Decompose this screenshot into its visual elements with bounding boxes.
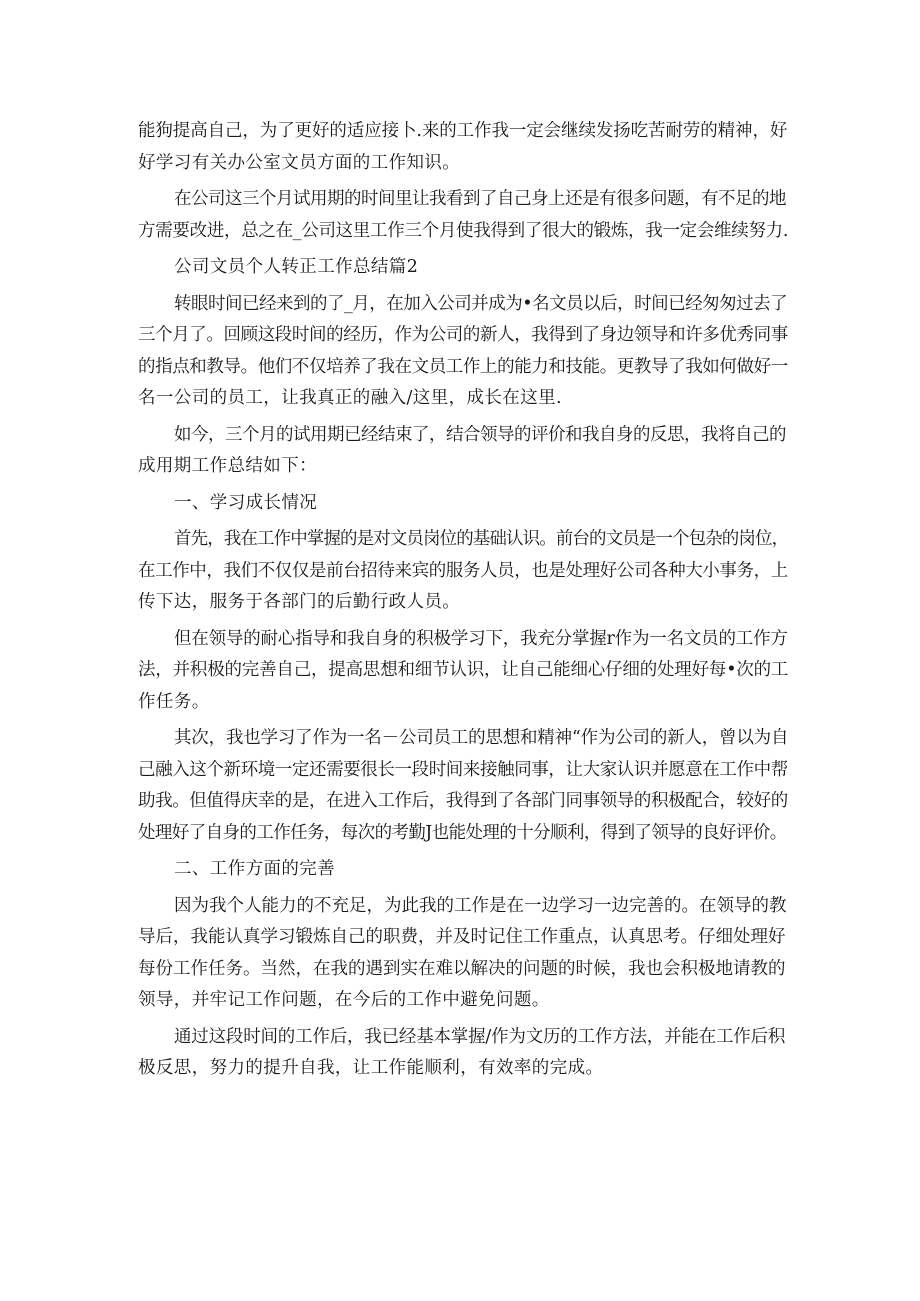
paragraph-body xyxy=(138,891,788,1017)
section-heading-learning xyxy=(138,488,788,520)
text-line: 法，并积极的完善自己，提高思想和细节认识，让自己能细心仔细的处理好每•次的工 xyxy=(138,660,789,680)
paragraph-probation-reflection xyxy=(138,184,788,247)
text-line: 导后，我能认真学习锻炼自己的职费，并及时记住工作重点，认真思考。仔细处理好 xyxy=(138,927,786,947)
text-line: 公司文员个人转正工作总结篇2 xyxy=(174,257,419,277)
text-line: 一、学习成长情况 xyxy=(174,492,318,513)
text-line: 如今，三个月的试用期已经结束了，结合领导的评价和我自身的反思，我将自己的 xyxy=(174,424,786,445)
paragraph-body xyxy=(138,624,788,719)
text-line: 首先，我在工作中掌握的是对文员岗位的基础认识。前台的文员是一个包杂的岗位， xyxy=(174,529,789,549)
text-line: 方需要改进，总之在_公司这里工作三个月使我得到了很大的锻炼，我一定会维续努力. xyxy=(138,220,789,241)
paragraph-body xyxy=(138,1022,788,1085)
text-line: 己融入这个新环境一定还需要很长一段时间来接触同事，让大家认识并愿意在工作中帮 xyxy=(138,759,788,780)
text-line: 的指点和教导。他们不仅培养了我在文员工作上的能力和技能。更教导了我如何做好一 xyxy=(138,356,788,377)
text-line: 助我。但值得庆幸的是，在进入工作后，我得到了各部门同事领导的积极配合，较好的 xyxy=(138,791,788,811)
paragraph-summary-intro xyxy=(138,420,788,483)
text-line: 名一公司的员工，让我真正的融入/这里，成长在这里. xyxy=(138,388,562,408)
text-line: 极反思，努力的提升自我，让工作能顺利，有效率的完成。 xyxy=(138,1058,604,1078)
text-line: 领导，并牢记工作问题，在今后的工作中避免问题。 xyxy=(138,990,550,1010)
text-line: 传下达，服务于各部门的后勤行政人员。 xyxy=(138,592,461,612)
text-line: 成用期工作总结如下： xyxy=(138,456,317,476)
text-line: 能狗提高自己，为了更好的适应接卜.来的工作我一定会继续发扬吃苦耐劳的精神，好 xyxy=(138,121,788,141)
text-line: 因为我个人能力的不充足，为此我的工作是在一边学习一边完善的。在领导的教 xyxy=(174,895,787,916)
paragraph-continuation xyxy=(138,116,788,179)
text-line: 但在领导的耐心指导和我自身的积极学习下，我充分掌握r作为一名文员的工作方 xyxy=(174,628,788,649)
text-line: 在公司这三个月试用期的时间里让我看到了自己身上还是有很多问题，有不足的地 xyxy=(174,189,786,209)
paragraph-intro xyxy=(138,289,788,415)
text-line: 在工作中，我们不仅仅是前台招待来宾的服务人员，也是处理好公司各种大小事务，上 xyxy=(138,560,788,581)
paragraph-body xyxy=(138,723,788,849)
text-line: 转眼时间已经来到的了_月，在加入公司并成为•名文员以后，时间已经匆匆过去了 xyxy=(174,293,788,314)
text-line: 好学习有关办公室文员方面的工作知识。 xyxy=(138,152,461,173)
text-line: 二、工作方面的完善 xyxy=(174,859,336,879)
section-title xyxy=(138,252,788,284)
text-line: 作任务。 xyxy=(138,691,210,712)
document-page xyxy=(138,116,788,1090)
paragraph-body xyxy=(138,524,788,619)
text-line: 通过这段时间的工作后，我已经基本掌握/作为文历的工作方法，并能在工作后积 xyxy=(174,1026,786,1047)
text-line: 处理好了自身的工作任务，每次的考勤J也能处理的十分顺利，得到了领导的良好评价。 xyxy=(138,822,787,843)
text-line: 三个月了。回顾这段时间的经历，作为公司的新人，我得到了身边领导和许多优秀同事 xyxy=(138,325,788,345)
text-line: 每份工作任务。当然，在我的遇到实在难以解决的问题的时候，我也会积极地请教的 xyxy=(138,958,786,979)
section-heading-work xyxy=(138,854,788,886)
text-line: 其次，我也学习了作为一名－公司员工的思想和精神“作为公司的新人，曾以为自 xyxy=(174,728,789,748)
